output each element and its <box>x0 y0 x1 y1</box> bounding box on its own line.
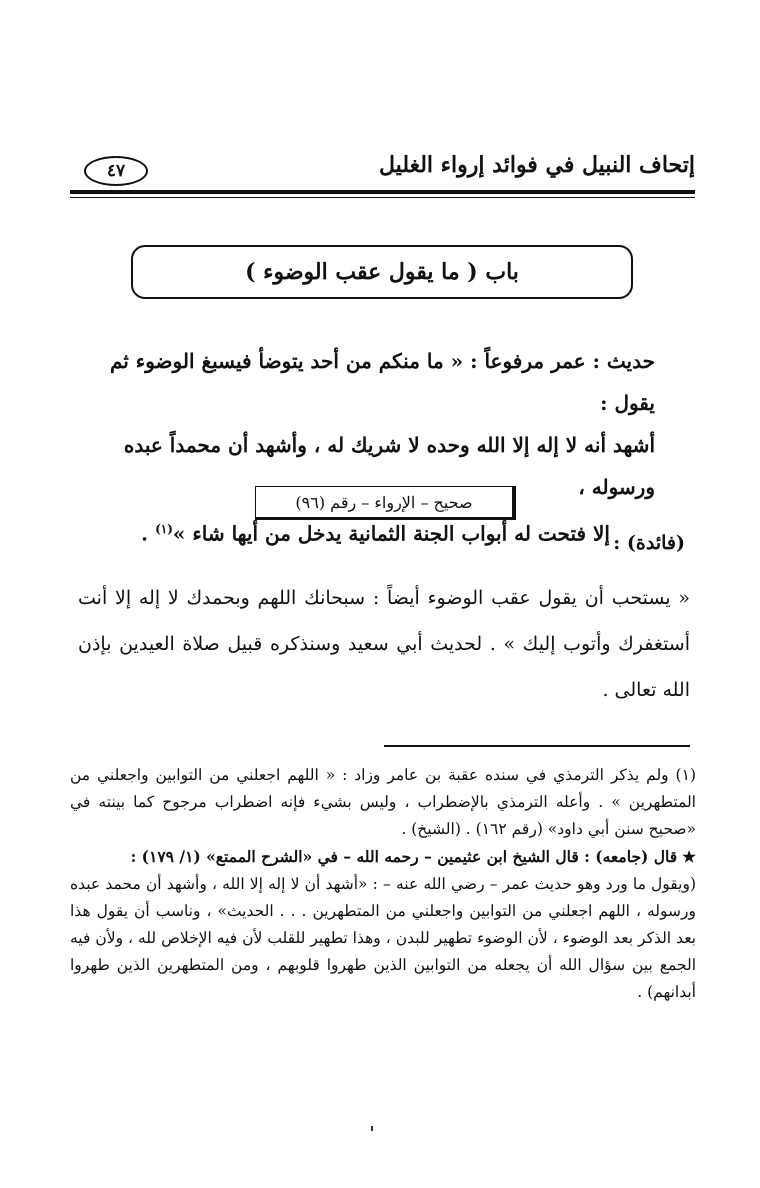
star-marker: ★ <box>682 847 696 866</box>
hadith-line-2: أشهد أنه لا إله إلا الله وحده لا شريك له ، وأشهد أن محمداً عبده ورسوله ، <box>123 433 655 499</box>
footnote-separator <box>384 745 690 747</box>
header-divider-thick <box>70 190 695 194</box>
header-divider-thin <box>70 197 695 198</box>
footnote-1: (١) ولم يذكر الترمذي في سنده عقبة بن عامر وزاد : « اللهم اجعلني من التوابين واجعلني من المتطهرين » . وأعله الترمذي بالإضطراب ، وليس بشيء فإنه اضطراب مرجوح كما بينته في «صحيح سنن أبي داود» (رقم ١٦٢) . (الشيخ) . <box>70 766 696 838</box>
hadith-grade: صحيح – الإرواء – رقم (٩٦) <box>295 492 473 512</box>
footnote-2-body: (ويقول ما ورد وهو حديث عمر – رضي الله عنه – : «أشهد أن لا إله إلا الله ، وأشهد أن محمد عبده ورسوله ، اللهم اجعلني من التوابين واجعلني من المتطهرين . . . الحديث» ، وناسب أن يقول هذا بعد الذكر بعد الوضوء ، لأن الوضوء تطهير للبدن ، وهذا تطهير للقلب لأن فيه الإخلاص لله ، ولأن فيه الجمع بين سؤال الله أن يجعله من التوابين الذين طهروا قلوبهم ، ومن المتطهرين الذين طهروا أبدانهم) . <box>70 875 696 1001</box>
chapter-title-box <box>131 245 633 299</box>
book-title: إتحاف النبيل في فوائد إرواء الغليل <box>379 152 695 178</box>
hadith-text <box>80 340 655 555</box>
hadith-line-3-end: . <box>141 521 149 546</box>
page-mark <box>371 1126 373 1131</box>
page-number: ٤٧ <box>84 156 148 186</box>
hadith-line-3-text: إلا فتحت له أبواب الجنة الثمانية يدخل من أيها شاء » <box>172 521 610 546</box>
footnotes <box>70 762 696 1006</box>
faida-heading: (فائدة) : <box>613 532 685 554</box>
page-header <box>70 150 695 190</box>
chapter-title: باب ( ما يقول عقب الوضوء ) <box>245 259 519 285</box>
faida-body: « يستحب أن يقول عقب الوضوء أيضاً : سبحانك اللهم وبحمدك لا إله إلا أنت أستغفرك وأتوب إليك » . لحديث أبي سعيد وسنذكره قبيل صلاة العيدين بإذن الله تعالى . <box>78 587 690 701</box>
footnote-2-heading <box>70 843 696 871</box>
hadith-line-1: حديث : عمر مرفوعاً : « ما منكم من أحد يتوضأ فيسبغ الوضوء ثم يقول : <box>109 349 655 415</box>
hadith-grade-box <box>255 486 516 520</box>
footnote-2-head: قال (جامعه) : قال الشيخ ابن عثيمين – رحمه الله – في «الشرح الممتع» (١/ ١٧٩) : <box>130 847 678 866</box>
footnote-marker: (١) <box>155 522 173 536</box>
